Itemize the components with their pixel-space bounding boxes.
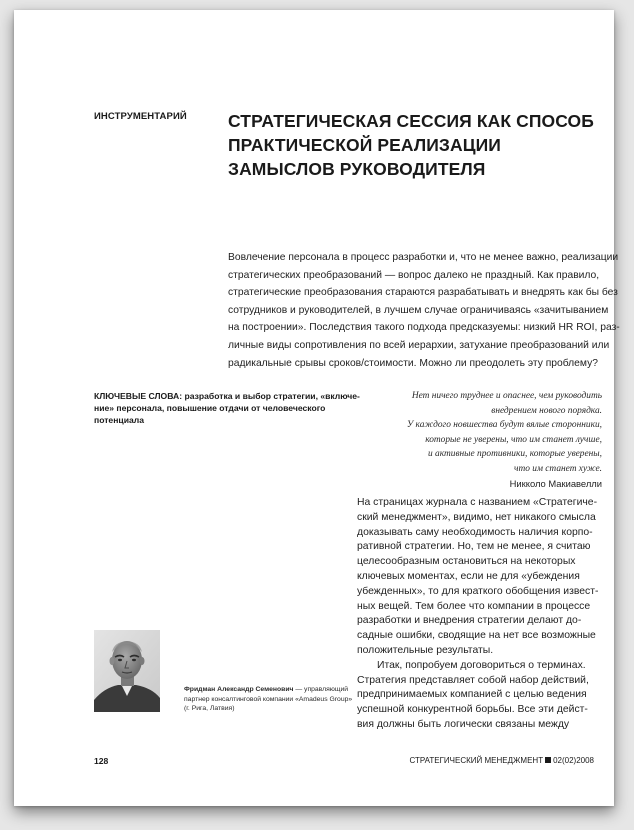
epigraph-line: внедрением нового порядка.	[491, 405, 602, 416]
lead-line: стратегические преобразования стараются разрабатывать и внедрять как бы без	[228, 287, 618, 299]
square-bullet-icon	[545, 757, 551, 763]
keywords-line: КЛЮЧЕВЫЕ СЛОВА: разработка и выбор стратегии, «включе-	[94, 391, 360, 401]
epigraph-line: У каждого новшества будут вялые сторонники,	[406, 420, 602, 431]
journal-page	[14, 10, 620, 806]
title-line: ЗАМЫСЛОВ РУКОВОДИТЕЛЯ	[228, 159, 486, 179]
author-location: (г. Рига, Латвия)	[184, 705, 235, 713]
keywords-line: потенциала	[94, 415, 144, 426]
author-name: Фридман Александр Семенович	[184, 686, 294, 693]
author-portrait-image	[94, 630, 160, 712]
body-line: успешной конкурентной борьбы. Все эти дейст-	[357, 704, 588, 716]
lead-line: радикальные срывы сроков/стоимости. Можно ли преодолеть эту проблему?	[228, 357, 598, 369]
epigraph-author: Никколо Макиавелли	[509, 477, 602, 489]
footer-journal	[409, 756, 594, 765]
article-lead	[228, 249, 620, 372]
body-line: ключевых моментах, если не для «убеждения	[357, 570, 580, 582]
author-caption	[184, 685, 353, 714]
article-body	[357, 496, 619, 733]
lead-line: личные виды сопротивления по всей иерархии, затухание преобразований или	[228, 339, 610, 351]
journal-name: СТРАТЕГИЧЕСКИЙ МЕНЕДЖМЕНТ	[409, 756, 544, 765]
keywords-block	[94, 390, 360, 427]
body-line: доказывать саму необходимость наличия корпо-	[357, 526, 593, 538]
body-line: Итак, попробуем договориться о терминах.	[377, 659, 586, 671]
title-line: СТРАТЕГИЧЕСКАЯ СЕССИЯ КАК СПОСОБ	[228, 111, 594, 131]
lead-line: Вовлечение персонала в процесс разработки и, что не менее важно, реализации	[228, 252, 619, 263]
body-line: предпринимаемых компанией с целью ведения	[357, 689, 587, 701]
lead-line: стратегических преобразований — вопрос далеко не праздный. Как правило,	[228, 269, 600, 281]
title-line: ПРАКТИЧЕСКОЙ РЕАЛИЗАЦИИ	[228, 135, 501, 155]
section-rubric: ИНСТРУМЕНТАРИЙ	[94, 111, 187, 122]
epigraph-line: Нет ничего труднее и опаснее, чем руководить	[411, 391, 602, 401]
body-line: На страницах журнала с названием «Стратегиче-	[357, 497, 598, 508]
author-company: партнер консалтинговой компании «Amadeus Group»	[184, 695, 353, 703]
body-line: ных вещей. Тем более что компании в процессе	[357, 600, 591, 612]
epigraph-line: что им станет хуже.	[513, 463, 602, 474]
epigraph-line: и активные противники, которые уверены,	[428, 449, 602, 460]
lead-line: сотрудников и руководителей, в лучшем случае ограничиваясь «зачитыванием	[228, 304, 609, 316]
lead-line: на построении». Последствия такого подхода предсказуемы: низкий HR ROI, раз-	[228, 322, 620, 334]
body-line: целесообразным остановиться на некоторых	[357, 556, 576, 568]
body-line: садные ошибки, сводящие на нет все возможные	[357, 630, 596, 642]
body-line: положительные результаты.	[357, 644, 494, 656]
body-line: ский менеджмент», видимо, нет никакого смысла	[357, 511, 596, 523]
keywords-line: ние» персонала, повышение отдачи от человеческого	[94, 403, 326, 414]
article-title	[228, 109, 594, 181]
epigraph-line: которые не уверены, что им станет лучше,	[425, 434, 602, 445]
epigraph	[344, 389, 602, 491]
body-line: убежденных», то для краткого обобщения извест-	[357, 585, 599, 597]
body-line: ративной стратегии. Но, тем не менее, я считаю	[357, 541, 591, 553]
body-line: вия должны быть логически связаны между	[357, 718, 570, 730]
author-role: — управляющий	[293, 686, 349, 693]
author-photo	[94, 630, 160, 712]
body-line: Стратегия представляет собой набор действий,	[357, 674, 589, 686]
page-number: 128	[94, 756, 109, 766]
body-line: разработки и внедрения стратегии делают до-	[357, 615, 582, 627]
journal-issue: 02(02)2008	[553, 756, 594, 765]
